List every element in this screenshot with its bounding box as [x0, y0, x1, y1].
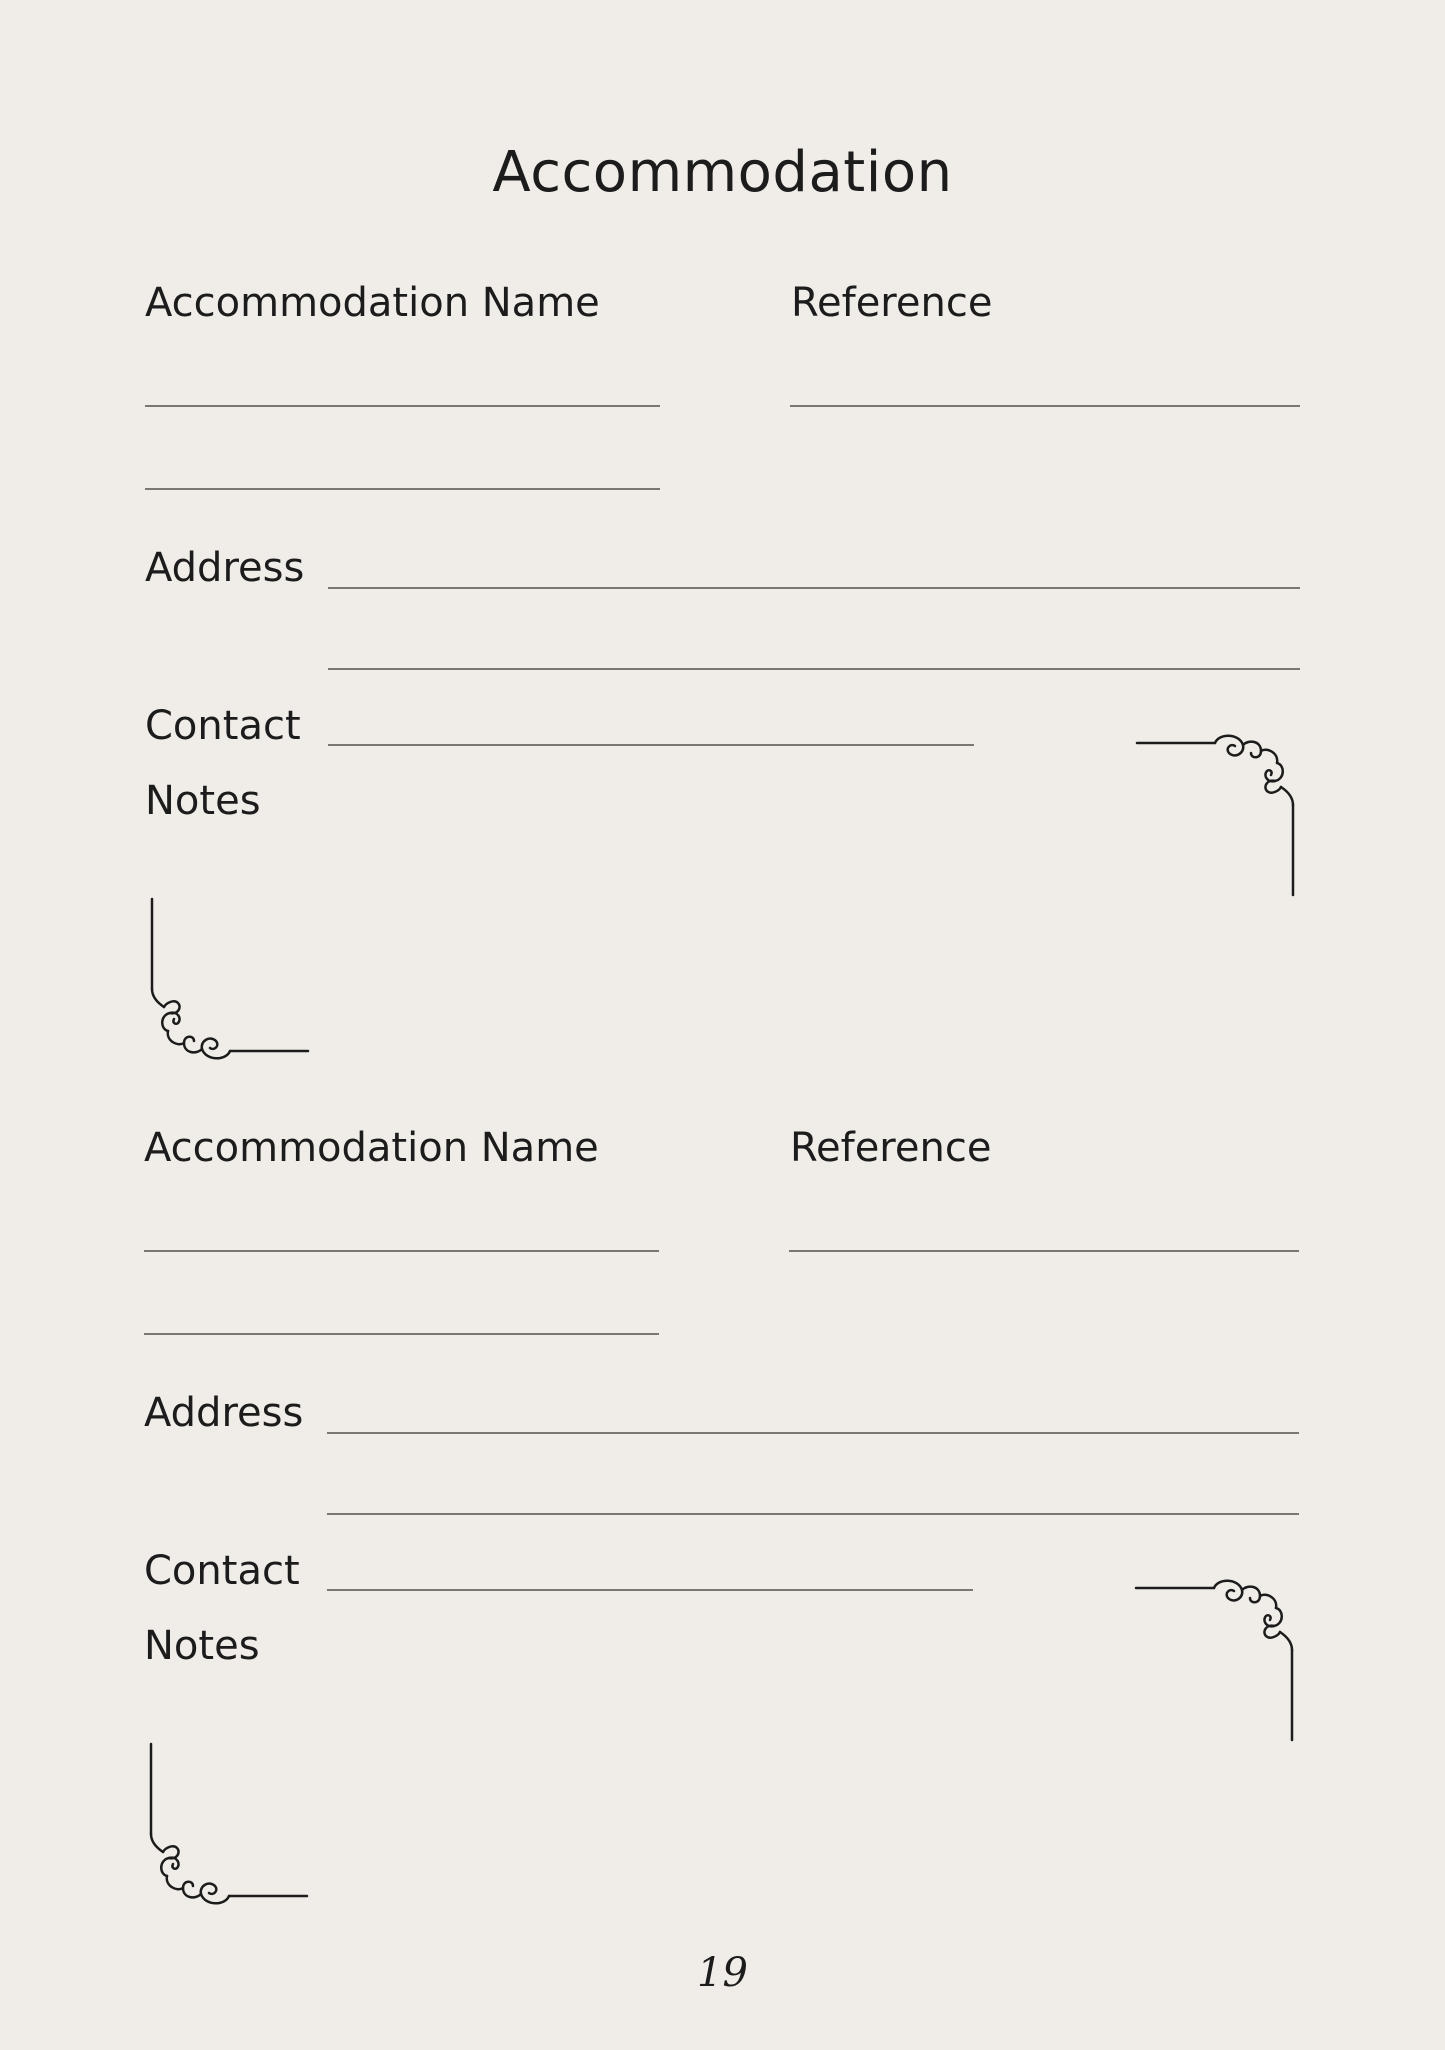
accommodation-name-field-line-2[interactable] [145, 488, 660, 490]
accommodation-name-field-line-1[interactable] [144, 1250, 659, 1252]
address-label: Address [144, 1390, 304, 1436]
contact-field-line[interactable] [328, 744, 974, 746]
address-label: Address [145, 545, 305, 591]
reference-label: Reference [791, 280, 993, 326]
corner-flourish-icon [1135, 735, 1305, 900]
notes-label: Notes [144, 1623, 260, 1669]
accommodation-name-field-line-2[interactable] [144, 1333, 659, 1335]
reference-field-line[interactable] [789, 1250, 1299, 1252]
accommodation-name-label: Accommodation Name [144, 1125, 599, 1171]
reference-label: Reference [790, 1125, 992, 1171]
corner-flourish-icon [139, 1740, 309, 1905]
contact-label: Contact [145, 703, 301, 749]
page-number: 19 [697, 1950, 748, 1996]
accommodation-name-label: Accommodation Name [145, 280, 600, 326]
address-field-line-2[interactable] [328, 668, 1300, 670]
notes-label: Notes [145, 778, 261, 824]
contact-field-line[interactable] [327, 1589, 973, 1591]
address-field-line-1[interactable] [328, 587, 1300, 589]
page-title: Accommodation [492, 140, 953, 205]
accommodation-name-field-line-1[interactable] [145, 405, 660, 407]
corner-flourish-icon [1134, 1580, 1304, 1745]
address-field-line-1[interactable] [327, 1432, 1299, 1434]
corner-flourish-icon [140, 895, 310, 1060]
contact-label: Contact [144, 1548, 300, 1594]
reference-field-line[interactable] [790, 405, 1300, 407]
address-field-line-2[interactable] [327, 1513, 1299, 1515]
